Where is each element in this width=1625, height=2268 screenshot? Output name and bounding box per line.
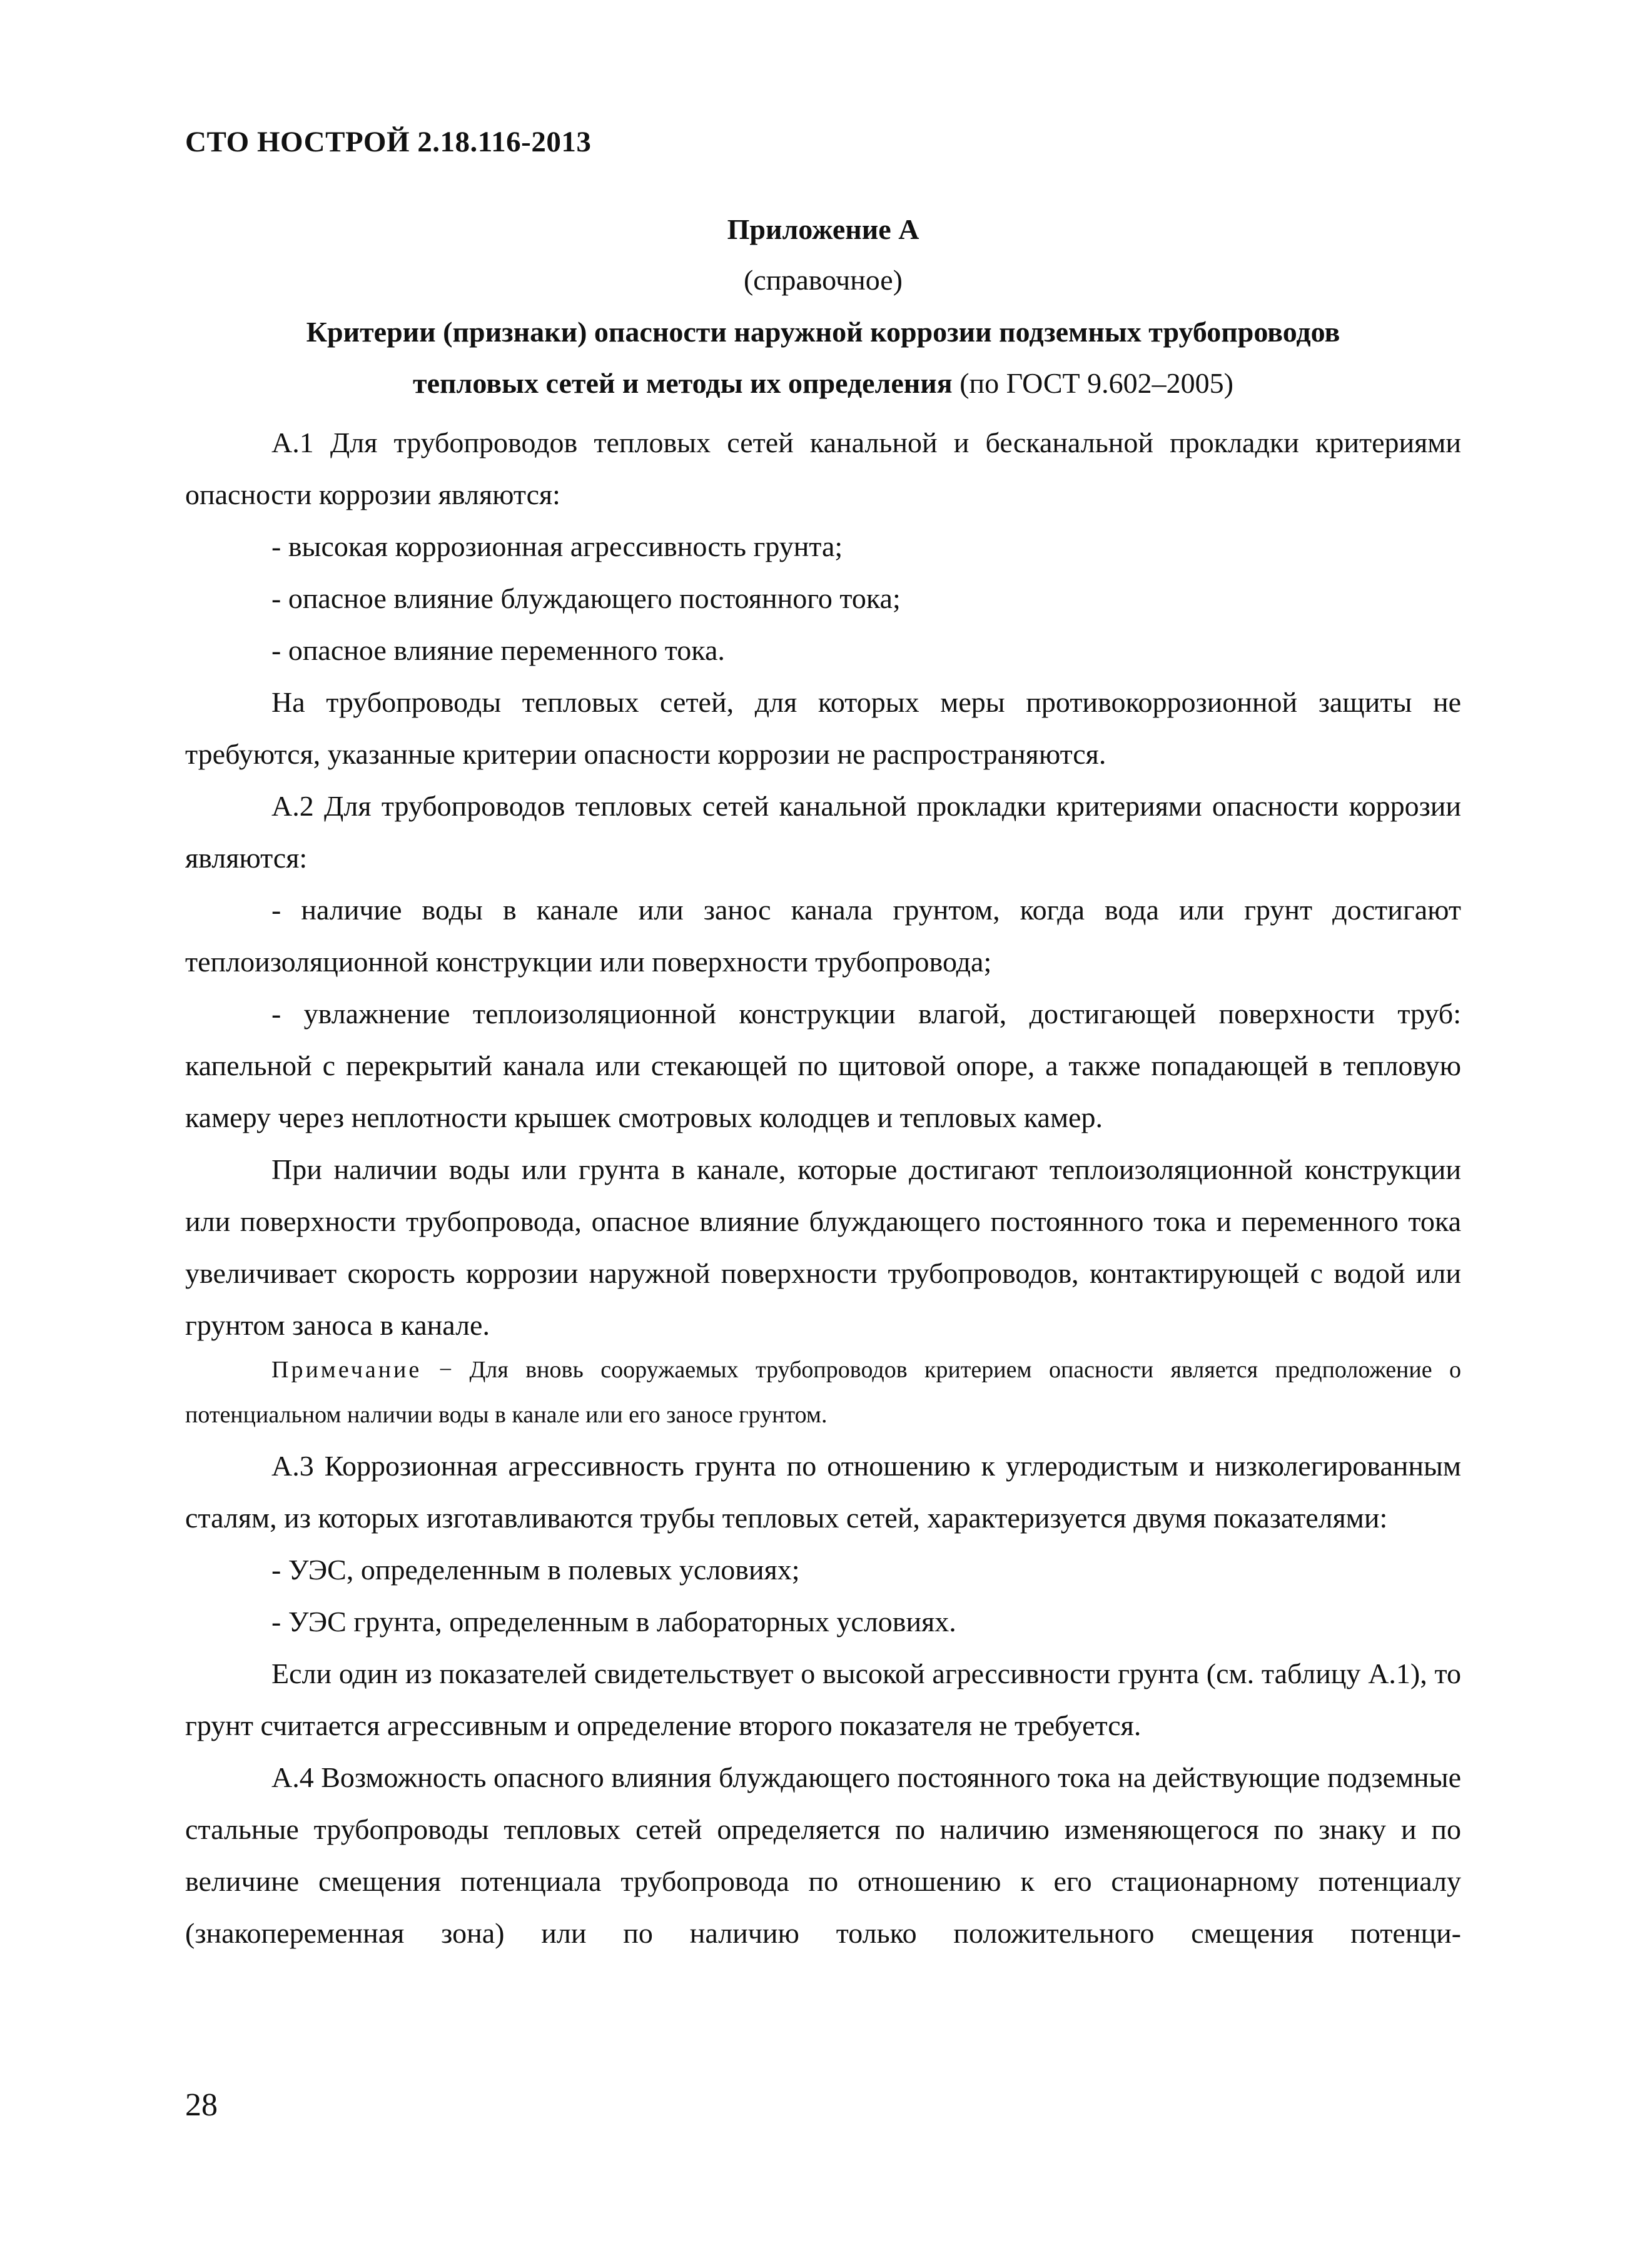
list-item: - опасное влияние блуждающего постоянного тока;	[271, 582, 901, 614]
list-item: - наличие воды в канале или занос канала грунтом, когда вода или грунт достигают теплоизоляционной конструкции или поверхности трубопровода;	[185, 894, 1461, 978]
appendix-heading-reference: (по ГОСТ 9.602–2005)	[952, 367, 1233, 399]
page-number: 28	[185, 2087, 218, 2123]
paragraph-a1: А.1 Для трубопроводов тепловых сетей канальной и бесканальной прокладки критериями опасности коррозии являются:	[185, 427, 1461, 510]
list-item: - опасное влияние переменного тока.	[271, 634, 725, 666]
appendix-heading-line-2	[185, 367, 1461, 400]
paragraph-a4: А.4 Возможность опасного влияния блуждающего постоянного тока на действующие подземные стальные трубопроводы тепловых сетей определяется по наличию изменяющегося по знаку и по величине смещения потенциала трубопровода по отношению к его стационарному потенциалу (знакопеременная зона) или по наличию только положительного смещения потенци-	[185, 1761, 1461, 1949]
appendix-heading-bold-part: тепловых сетей и методы их определения	[413, 367, 953, 399]
note-paragraph	[185, 1347, 1461, 1437]
body-text	[185, 417, 1461, 1959]
list-item: - УЭС грунта, определенным в лабораторных условиях.	[271, 1606, 956, 1638]
note-label: Примечание	[271, 1357, 422, 1383]
note-text: − Для вновь сооружаемых трубопроводов критерием опасности является предположение о потенциальном наличии воды в канале или его заносе грунтом.	[185, 1357, 1461, 1428]
appendix-title: Приложение А	[727, 213, 919, 245]
list-item: - высокая коррозионная агрессивность грунта;	[271, 530, 843, 562]
paragraph-a3: А.3 Коррозионная агрессивность грунта по отношению к углеродистым и низколегированным сталям, из которых изготавливаются трубы тепловых сетей, характеризуется двумя показателями:	[185, 1450, 1461, 1534]
list-item: - УЭС, определенным в полевых условиях;	[271, 1554, 800, 1586]
appendix-status: (справочное)	[743, 264, 903, 296]
document-code-header: СТО НОСТРОЙ 2.18.116-2013	[185, 126, 592, 158]
appendix-heading-line-1: Критерии (признаки) опасности наружной коррозии подземных трубопроводов	[306, 316, 1340, 348]
paragraph-a2-water: При наличии воды или грунта в канале, которые достигают теплоизоляционной конструкции или поверхности трубопровода, опасное влияние блуждающего постоянного тока и переменного тока увеличивает скорость коррозии наружной поверхности трубопроводов, контактирующей с водой или грунтом заноса в канале.	[185, 1153, 1461, 1341]
paragraph-a2: А.2 Для трубопроводов тепловых сетей канальной прокладки критериями опасности коррозии являются:	[185, 790, 1461, 874]
paragraph-a1-exclusion: На трубопроводы тепловых сетей, для которых меры противокоррозионной защиты не требуются, указанные критерии опасности коррозии не распространяются.	[185, 686, 1461, 770]
paragraph-a3-rule: Если один из показателей свидетельствует о высокой агрессивности грунта (см. таблицу А.1), то грунт считается агрессивным и определение второго показателя не требуется.	[185, 1658, 1461, 1741]
list-item: - увлажнение теплоизоляционной конструкции влагой, достигающей поверхности труб: капельной с перекрытий канала или стекающей по щитовой опоре, а также попадающей в тепловую камеру через неплотности крышек смотровых колодцев и тепловых камер.	[185, 998, 1461, 1133]
